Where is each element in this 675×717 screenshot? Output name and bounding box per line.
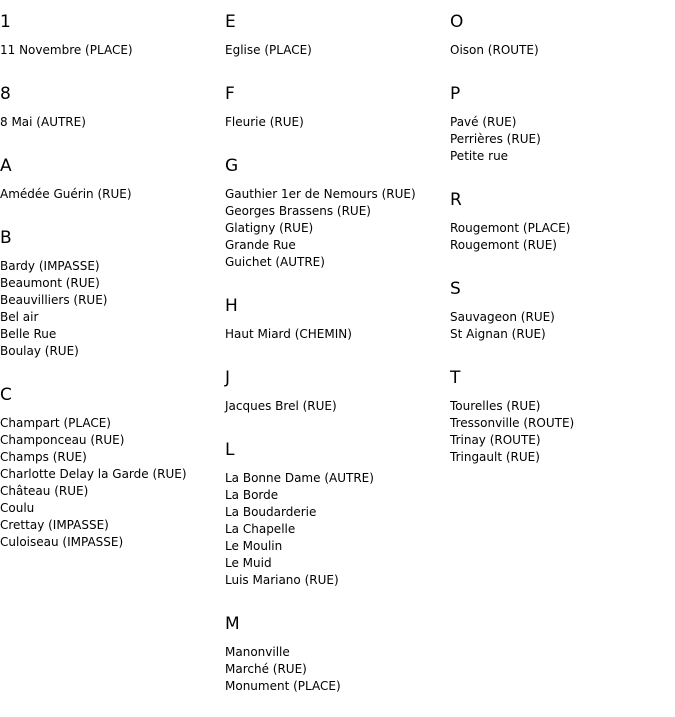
street-list [225, 326, 450, 343]
street-link[interactable]: Bel air [0, 310, 39, 324]
letter-group [225, 440, 450, 589]
letter-group [0, 385, 225, 551]
street-link[interactable]: 11 Novembre (PLACE) [0, 43, 133, 57]
street-list [225, 470, 450, 589]
letter-group [0, 84, 225, 131]
letter-heading: H [225, 296, 238, 316]
street-link[interactable]: Boulay (RUE) [0, 344, 79, 358]
letter-heading: T [450, 368, 461, 388]
street-link[interactable]: Trinay (ROUTE) [450, 433, 541, 447]
letter-group [225, 296, 450, 343]
street-link[interactable]: La Bonne Dame (AUTRE) [225, 471, 374, 485]
street-link[interactable]: Gauthier 1er de Nemours (RUE) [225, 187, 416, 201]
street-list [0, 42, 225, 59]
letter-heading: R [450, 190, 462, 210]
street-list [225, 186, 450, 271]
letter-heading: G [225, 156, 239, 176]
street-link[interactable]: Tressonville (ROUTE) [450, 416, 575, 430]
street-list [225, 42, 450, 59]
street-list [0, 415, 225, 551]
street-link[interactable]: Oison (ROUTE) [450, 43, 539, 57]
street-link[interactable]: Rougemont (PLACE) [450, 221, 571, 235]
street-link[interactable]: Amédée Guérin (RUE) [0, 187, 132, 201]
street-link[interactable]: Le Muid [225, 556, 272, 570]
street-link[interactable]: Grande Rue [225, 238, 296, 252]
street-link[interactable]: Petite rue [450, 149, 509, 163]
street-link[interactable]: Tourelles (RUE) [450, 399, 541, 413]
letter-group [225, 84, 450, 131]
letter-group [0, 228, 225, 360]
letter-heading: 8 [0, 84, 11, 104]
letter-heading: M [225, 614, 240, 634]
street-link[interactable]: La Borde [225, 488, 279, 502]
street-list [450, 42, 675, 59]
letter-heading: B [0, 228, 12, 248]
letter-group [0, 156, 225, 203]
letter-group [225, 614, 450, 695]
street-link[interactable]: Charlotte Delay la Garde (RUE) [0, 467, 187, 481]
street-link[interactable]: Monument (PLACE) [225, 679, 341, 693]
street-link[interactable]: Rougemont (RUE) [450, 238, 557, 252]
street-list [225, 644, 450, 695]
street-link[interactable]: Perrières (RUE) [450, 132, 541, 146]
letter-group [450, 190, 675, 254]
street-list [225, 398, 450, 415]
street-link[interactable]: La Chapelle [225, 522, 296, 536]
letter-group [450, 12, 675, 59]
street-index-column-2 [225, 0, 450, 695]
street-link[interactable]: Pavé (RUE) [450, 115, 517, 129]
street-list [225, 114, 450, 131]
street-link[interactable]: La Boudarderie [225, 505, 317, 519]
street-link[interactable]: Jacques Brel (RUE) [225, 399, 337, 413]
letter-heading: C [0, 385, 12, 405]
street-link[interactable]: Le Moulin [225, 539, 283, 553]
letter-group [450, 84, 675, 165]
street-link[interactable]: Beaumont (RUE) [0, 276, 100, 290]
street-link[interactable]: Luis Mariano (RUE) [225, 573, 339, 587]
street-index-column-1 [0, 0, 225, 551]
street-link[interactable]: Marché (RUE) [225, 662, 307, 676]
letter-heading: F [225, 84, 235, 104]
street-link[interactable]: Guichet (AUTRE) [225, 255, 325, 269]
street-link[interactable]: Tringault (RUE) [450, 450, 540, 464]
letter-heading: E [225, 12, 236, 32]
street-link[interactable]: Fleurie (RUE) [225, 115, 304, 129]
street-link[interactable]: Manonville [225, 645, 290, 659]
letter-group [225, 12, 450, 59]
street-link[interactable]: Haut Miard (CHEMIN) [225, 327, 352, 341]
street-link[interactable]: St Aignan (RUE) [450, 327, 546, 341]
letter-group [450, 368, 675, 466]
letter-heading: 1 [0, 12, 11, 32]
street-link[interactable]: Bardy (IMPASSE) [0, 259, 100, 273]
street-list [0, 258, 225, 360]
street-index-column-3 [450, 0, 675, 466]
street-link[interactable]: 8 Mai (AUTRE) [0, 115, 86, 129]
street-list [450, 220, 675, 254]
street-link[interactable]: Belle Rue [0, 327, 57, 341]
letter-group [450, 279, 675, 343]
street-list [450, 114, 675, 165]
letter-heading: J [225, 368, 231, 388]
letter-group [0, 12, 225, 59]
street-list [450, 309, 675, 343]
street-link[interactable]: Coulu [0, 501, 35, 515]
street-link[interactable]: Eglise (PLACE) [225, 43, 312, 57]
letter-heading: A [0, 156, 12, 176]
letter-heading: S [450, 279, 461, 299]
letter-heading: L [225, 440, 235, 460]
street-list [0, 186, 225, 203]
letter-group [225, 368, 450, 415]
street-link[interactable]: Champonceau (RUE) [0, 433, 125, 447]
letter-heading: O [450, 12, 464, 32]
street-list [0, 114, 225, 131]
street-link[interactable]: Crettay (IMPASSE) [0, 518, 109, 532]
letter-group [225, 156, 450, 271]
street-link[interactable]: Champart (PLACE) [0, 416, 111, 430]
street-link[interactable]: Georges Brassens (RUE) [225, 204, 371, 218]
street-link[interactable]: Château (RUE) [0, 484, 89, 498]
street-link[interactable]: Champs (RUE) [0, 450, 87, 464]
street-list [450, 398, 675, 466]
street-link[interactable]: Sauvageon (RUE) [450, 310, 555, 324]
letter-heading: P [450, 84, 461, 104]
street-link[interactable]: Beauvilliers (RUE) [0, 293, 108, 307]
street-link[interactable]: Culoiseau (IMPASSE) [0, 535, 124, 549]
street-link[interactable]: Glatigny (RUE) [225, 221, 314, 235]
